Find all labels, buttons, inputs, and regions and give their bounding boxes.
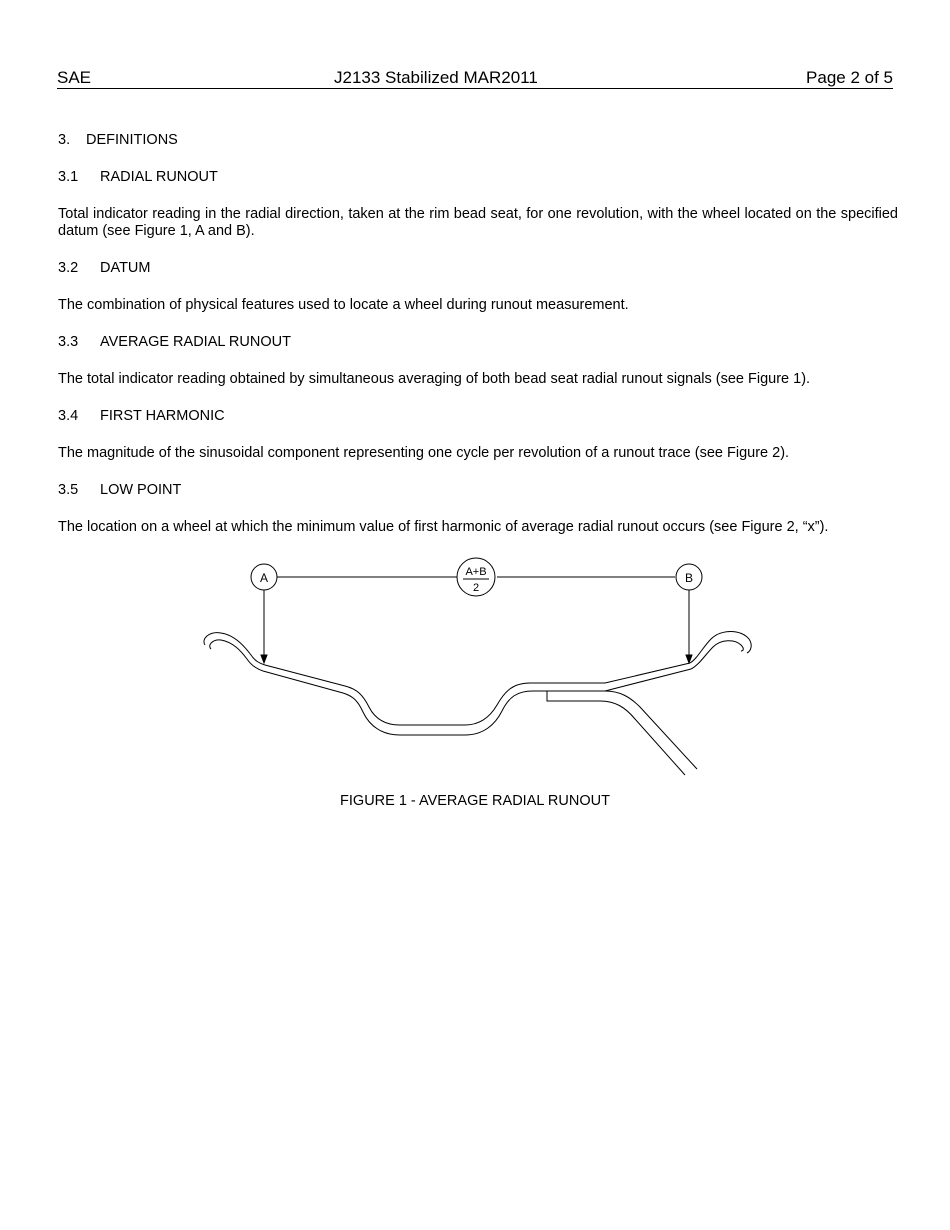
header-page-number: Page 2 of 5: [806, 68, 893, 87]
definition-text: The location on a wheel at which the minimum value of first harmonic of average radial runout occurs (see Figure 2, “x”).: [58, 519, 829, 535]
definition-title: LOW POINT: [100, 482, 182, 498]
label-average-numerator: A+B: [465, 566, 487, 578]
definition-title: FIRST HARMONIC: [100, 408, 225, 424]
section-number: 3.: [58, 132, 71, 148]
definition-number: 3.1: [58, 169, 79, 185]
rim-outer-surface: [265, 663, 690, 725]
header-org: SAE: [57, 68, 92, 87]
label-average: [457, 558, 495, 596]
definition-heading: [58, 334, 898, 351]
rim-profile: [204, 577, 751, 775]
label-b-text: B: [684, 571, 694, 585]
figure-caption: FIGURE 1 - AVERAGE RADIAL RUNOUT: [340, 793, 610, 809]
section-heading: [58, 132, 898, 149]
definition-text: Total indicator reading in the radial direction, taken at the rim bead seat, for one revolution, with the wheel located on the specified datum (see Figure 1, A and B).: [58, 206, 898, 239]
definition-number: 3.4: [58, 408, 79, 424]
definition-number: 3.2: [58, 260, 79, 276]
left-flange-outer: [204, 633, 265, 665]
header-doc-id: J2133 Stabilized MAR2011: [334, 68, 538, 87]
label-a-text: A: [259, 571, 269, 585]
right-flange-outer: [690, 632, 751, 664]
document-body: [58, 132, 898, 556]
definition-title: RADIAL RUNOUT: [100, 169, 218, 185]
figure-1-rim-diagram: [195, 555, 765, 790]
label-a: [251, 564, 277, 590]
left-flange-inner: [210, 640, 263, 671]
arrowhead-a: [261, 655, 267, 663]
definition-heading: [58, 260, 898, 277]
definition-title: AVERAGE RADIAL RUNOUT: [100, 334, 291, 350]
section-title: DEFINITIONS: [86, 132, 178, 148]
definition-number: 3.5: [58, 482, 79, 498]
definition-number: 3.3: [58, 334, 79, 350]
definition-heading: [58, 408, 898, 425]
label-average-denominator: 2: [472, 582, 480, 594]
definition-text: The combination of physical features used to locate a wheel during runout measurement.: [58, 297, 629, 313]
definition-title: DATUM: [100, 260, 151, 276]
definition-heading: [58, 482, 898, 499]
page-header: [57, 68, 893, 89]
disc-upper-line: [605, 691, 697, 769]
rim-inner-surface: [263, 669, 691, 735]
definition-text: The magnitude of the sinusoidal component representing one cycle per revolution of a runout trace (see Figure 2).: [58, 445, 790, 461]
label-b: [676, 564, 702, 590]
definition-heading: [58, 169, 898, 186]
definition-text: The total indicator reading obtained by simultaneous averaging of both bead seat radial runout signals (see Figure 1).: [58, 371, 811, 387]
